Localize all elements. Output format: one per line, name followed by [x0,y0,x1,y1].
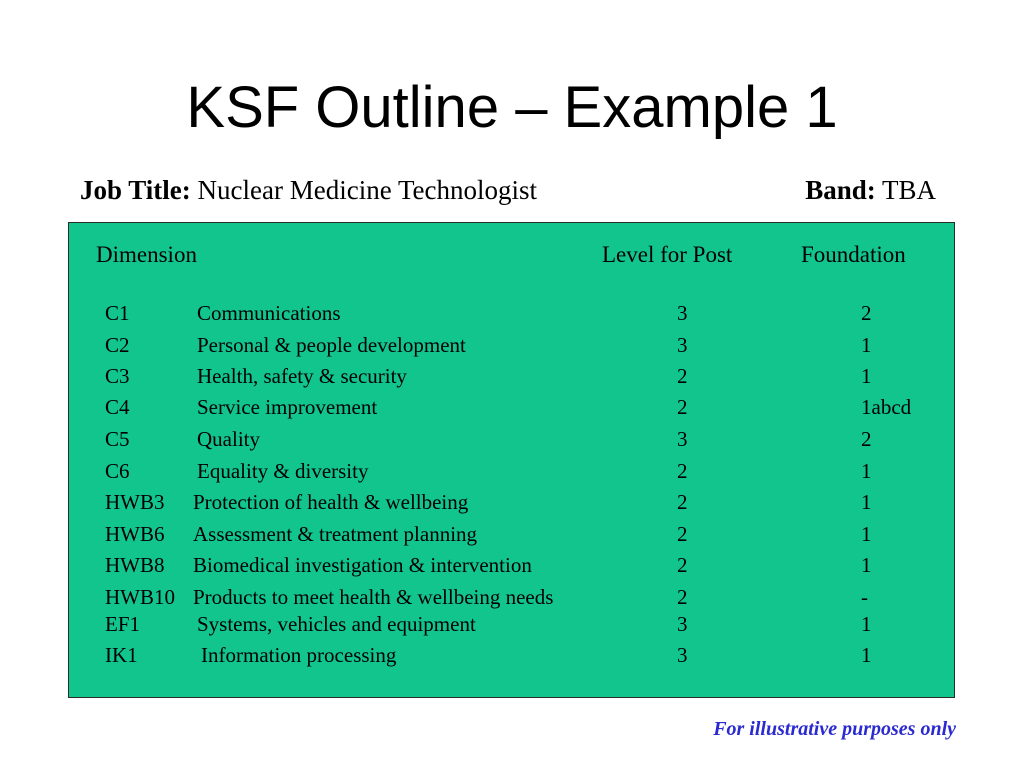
level-for-post: 2 [677,490,688,514]
foundation-level: 2 [861,427,872,451]
header-dimension: Dimension [96,242,197,267]
foundation-level: 1 [861,553,872,577]
table-row [69,363,954,389]
band-value: TBA [882,175,936,205]
job-info-line [80,172,936,208]
dimension-code: C2 [105,333,130,357]
level-for-post: 3 [677,612,688,636]
header-foundation: Foundation [801,242,906,267]
dimension-code: HWB10 [105,585,175,609]
foundation-level: 2 [861,301,872,325]
dimension-name: Equality & diversity [197,459,369,483]
table-row [69,552,954,578]
level-for-post: 3 [677,427,688,451]
foundation-level: 1 [861,612,872,636]
level-for-post: 3 [677,301,688,325]
dimension-name: Personal & people development [197,333,466,357]
level-for-post: 2 [677,585,688,609]
level-for-post: 3 [677,333,688,357]
dimension-name: Service improvement [197,395,378,419]
foundation-level: 1 [861,364,872,388]
foundation-level: 1 [861,490,872,514]
job-title-label: Job Title: [80,175,191,205]
level-for-post: 2 [677,395,688,419]
table-row [69,458,954,484]
level-for-post: 2 [677,553,688,577]
dimension-name: Assessment & treatment planning [193,522,478,546]
table-row [69,642,954,668]
level-for-post: 2 [677,364,688,388]
foundation-level: 1 [861,333,872,357]
foundation-level: - [861,585,868,609]
table-row [69,300,954,326]
ksf-dimensions-table [68,222,955,698]
dimension-name: Protection of health & wellbeing [193,490,469,514]
dimension-name: Quality [197,427,260,451]
foundation-level: 1abcd [861,395,912,419]
footnote: For illustrative purposes only [713,718,956,740]
dimension-code: C3 [105,364,130,388]
foundation-level: 1 [861,643,872,667]
dimension-code: HWB3 [105,490,165,514]
dimension-name: Information processing [201,643,397,667]
dimension-name: Systems, vehicles and equipment [197,612,476,636]
dimension-code: C5 [105,427,130,451]
table-row [69,426,954,452]
job-title-group [80,172,537,208]
level-for-post: 2 [677,522,688,546]
foundation-level: 1 [861,522,872,546]
band-group [805,172,936,208]
dimension-code: C4 [105,395,130,419]
dimension-name: Communications [197,301,341,325]
header-level-for-post: Level for Post [602,242,733,267]
foundation-level: 1 [861,459,872,483]
dimension-code: IK1 [105,643,138,667]
job-title-value: Nuclear Medicine Technologist [197,175,538,205]
table-row [69,332,954,358]
table-row [69,611,954,637]
dimension-code: HWB8 [105,553,165,577]
dimension-name: Health, safety & security [197,364,407,388]
dimension-code: C6 [105,459,130,483]
table-row [69,489,954,515]
table-row [69,394,954,420]
table-row [69,584,954,610]
dimension-name: Biomedical investigation & intervention [193,553,532,577]
band-label: Band: [805,175,876,205]
dimension-code: HWB6 [105,522,165,546]
dimension-name: Products to meet health & wellbeing needs [193,585,554,609]
level-for-post: 2 [677,459,688,483]
dimension-code: EF1 [105,612,141,636]
dimension-code: C1 [105,301,130,325]
level-for-post: 3 [677,643,688,667]
slide-title: KSF Outline – Example 1 [186,75,838,140]
table-row [69,521,954,547]
